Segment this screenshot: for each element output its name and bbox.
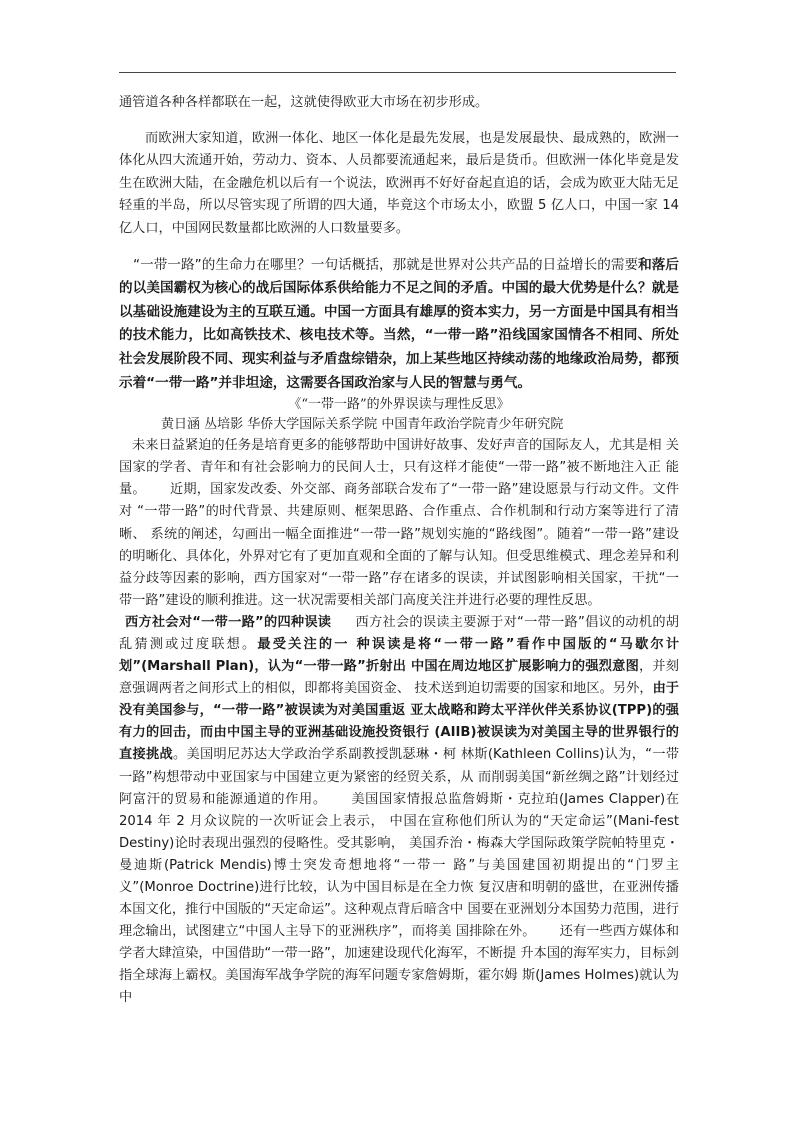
paragraph-5-t4: 美国国家情报总监詹姆斯・克拉珀(James Clapper)在 2014 年 2 月众议院的一次听证会上表示， 中国在宣称他们所认为的“天定命运”(Mani-fest Destiny)论时表现出强烈的侵略性。受其影响， 美国乔治・梅森大学国际政策学院帕特里克・曼迪斯(Patrick Mendis)博士突发奇想地将“一带一 路”与美国建国初期提出的“门罗主义”(Monroe Doctrine)进行比较，认为中国目标是在全力恢 复汉唐和明朝的盛世，在亚洲传播本国文化，推行中国版的“天定命运”。这种观点背后暗含中 国要在亚洲划分本国势力范围，进行理念输出，试图建立“中国人主导下的亚洲秩序”，而将美 国排除在外。 (119, 791, 680, 940)
paragraph-3-lead: “一带一路”的生命力在哪里？一句话概括，那就是世界对公共产品的日益增长的需要 (133, 256, 639, 273)
paragraph-3 (119, 254, 679, 396)
paragraph-5-t3: 。美国明尼苏达大学政治学系副教授凯瑟琳・柯 林斯(Kathleen Collins)认为，“一带一路”构想带动中亚国家与中国建立更为紧密的经贸关系，从 而削弱美国“新丝绸之路”计划经过阿富汗的贸易和能源通道的作用。 (119, 747, 680, 807)
paragraph-2: 而欧洲大家知道，欧洲一体化、地区一体化是最先发展，也是发展最快、最成熟的，欧洲一体化从四大流通开始，劳动力、资本、人员都要流通起来，最后是货币。但欧洲一体化毕竟是发生在欧洲大陆，在金融危机以后有一个说法，欧洲再不好好奋起直追的话，会成为欧亚大陆无足轻重的半岛，所以尽管实现了所谓的四大通，毕竟这个市场太小，欧盟 5 亿人口，中国一家 14 亿人口，中国网民数量都比欧洲的人口数量要多。 (119, 130, 679, 236)
paragraph-3-bold: 和落后的以美国霸权为核心的战后国际体系供给能力不足之间的矛盾。中国的最大优势是什么？就是以基础设施建设为主的互联互通。中国一方面具有雄厚的资本实力，另一方面是中国具有相当的技术能力，比如高铁技术、核电技术等。当然，“一带一路”沿线国家国情各不相同、所处社会发展阶段不同、现实利益与矛盾盘综错杂，加上某些地区持续动荡的地缘政治局势，都预示着“一带一路”并非坦途，这需要各国政治家与人民的智慧与勇气。 (119, 256, 679, 391)
paragraph-5-t1: 西方社会的误读主要源于对“一带一路”倡议的动机的胡乱猜测或过度联想。 (119, 614, 679, 652)
section-heading: 西方社会对“一带一路”的四种误读 (125, 614, 332, 630)
paragraph-5 (119, 612, 679, 1010)
header-rule (119, 72, 676, 73)
article-title: 《“一带一路”的外界误读与理性反思》 (288, 397, 510, 413)
paragraph-5-b1: 最受关注的一 种误读是将“一带一路”看作中国版的“马歇尔计划”(Marshall Plan)，认为“一带一路”折射出 中国在周边地区扩展影响力的强烈意图 (119, 636, 680, 675)
paragraph-4-part2: 近期，国家发改委、外交部、商务部联合发布了“一带一路”建设愿景与行动文件。文件对 “一带一路”的时代背景、共建原则、框架思路、合作重点、合作机制和行动方案等进行了清晰、 系统的阐述，勾画出一幅全面推进“一带一路”规划实施的“路线图”。随着“一带一路”建设 的明晰化、具体化，外界对它有了更加直观和全面的了解与认知。但受思维模式、理念差异和利 益分歧等因素的影响，西方国家对“一带一路”存在诸多的误读，并试图影响相关国家，干扰“一 带一路”建设的顺利推进。这一状况需要相关部门高度关注并进行必要的理性反思。 (119, 482, 680, 608)
paragraph-5-b2: 由于没有美国参与，“一带一路”被误读为对美国重返 亚太战略和跨太平洋伙伴关系协议(TPP)的强有力的回击，而由中国主导的亚洲基础设施投资银行 (AIIB)被误读为对美国主导的世界银行的直接挑战 (119, 681, 679, 763)
paragraph-4 (119, 435, 679, 612)
paragraph-1: 通管道各种各样都联在一起，这就使得欧亚大市场在初步形成。 (119, 95, 489, 110)
paragraph-4-part1: 未来日益紧迫的任务是培育更多的能够帮助中国讲好故事、发好声音的国际友人，尤其是相 关国家的学者、青年和有社会影响力的民间人士，只有这样才能使“一带一路”被不断地注入正 能量。 (119, 438, 679, 498)
paragraph-5-t2: ，并刻意强调两者之间形式上的相似，即都将美国资金、 技术送到迫切需要的国家和地区。另外， (119, 659, 679, 697)
paragraph-5-t5: 还有一些西方媒体和学者大肆渲染，中国借助“一带一路”，加速建设现代化海军，不断提 升本国的海军实力，目标剑指全球海上霸权。美国海军战争学院的海军问题专家詹姆斯，霍尔姆 斯(James Holmes)就认为中 (119, 924, 680, 1006)
document-body (119, 92, 679, 1010)
article-authors: 黄日涵 丛培影 华侨大学国际关系学院 中国青年政治学院青少年研究院 (161, 417, 564, 433)
